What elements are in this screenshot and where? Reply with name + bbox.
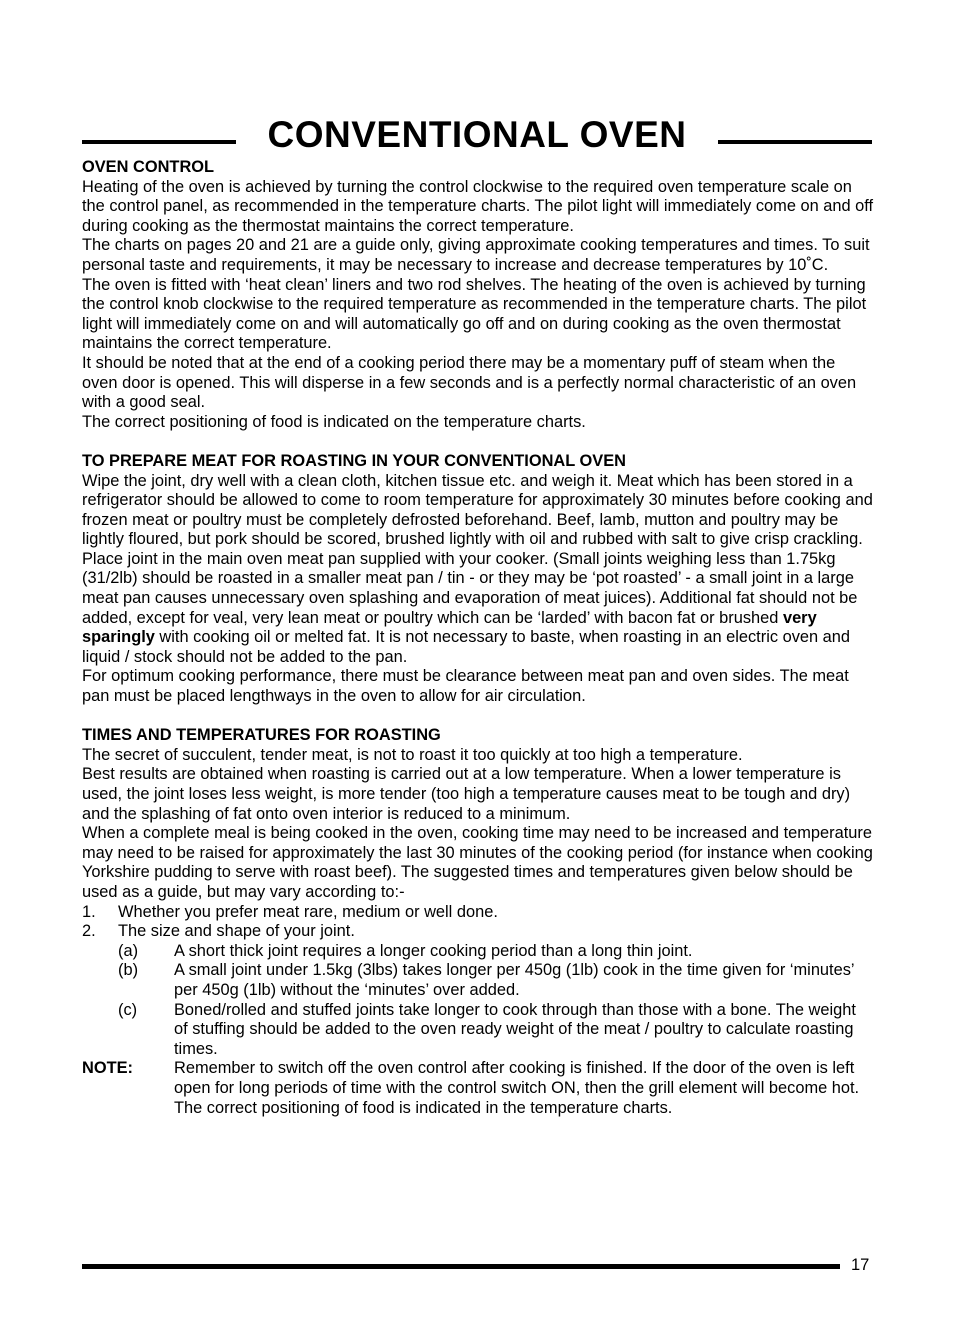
section-heading-oven-control: OVEN CONTROL xyxy=(82,158,215,176)
text-run: with cooking oil or melted fat. It is not necessary to baste, when roasting in an electric oven and liquid / stock should not be added to the pan. xyxy=(82,628,851,666)
sublist-text: Boned/rolled and stuffed joints take longer to cook through than those with a bone. The weight of stuffing should be added to the oven ready weight of the meat / poultry to calculate roasting times. xyxy=(174,1000,856,1058)
text-run: Wipe the joint, dry well with a clean cloth, kitchen tissue etc. and weigh it. Meat which has been stored in a refrigerator should be allowed to come to room temperature for approximately 30 minutes before cooking and frozen meat or poultry must be completely defrosted beforehand. Beef, lamb, mutton and poultry may be lightly floured, but pork should be scored, brushed lightly with oil and rubbed with salt to give crisp crackling. Place joint in the main oven meat pan supplied with your cooker. (Small joints weighing less than 1.75kg (31/2lb) should be roasted in a smaller meat pan / tin - or they may be ‘pot roasted’ - a small joint in a large meat pan causes unnecessary oven splashing and evaporation of meat juices). Additional fat should not be added, except for veal, very lean meat or poultry which can be ‘larded’ with bacon fat or brushed xyxy=(82,471,873,627)
note-text: Remember to switch off the oven control after cooking is finished. If the door of the oven is left open for long periods of time with the control switch ON, then the grill element will become hot. The correct positioning of food is indicated in the temperature charts. xyxy=(174,1059,860,1117)
page-title: CONVENTIONAL OVEN xyxy=(267,114,687,155)
sublist-item xyxy=(82,961,874,1000)
title-row xyxy=(82,112,872,162)
section-heading-times-temperatures: TIMES AND TEMPERATURES FOR ROASTING xyxy=(82,726,441,745)
spacer xyxy=(82,707,874,727)
paragraph: When a complete meal is being cooked in the oven, cooking time may need to be increased and temperature may need to be raised for approximately the last 30 minutes of the cooking period (for instance when cooking Yorkshire pudding to serve with roast beef). The suggested times and temperatures given below should be used as a guide, but may vary according to:- xyxy=(82,824,873,901)
sublist-letter: (a) xyxy=(118,941,139,960)
note-label: NOTE: xyxy=(82,1059,133,1078)
sublist-letter: (c) xyxy=(118,1000,138,1019)
paragraph: The oven is fitted with ‘heat clean’ liners and two rod shelves. The heating of the oven is achieved by turning the control knob clockwise to the required temperature as recommended in the temperature charts. The pilot light will immediately come on and will automatically go off and on during cooking as the oven thermostat maintains the correct temperature. xyxy=(82,275,867,353)
emphasis-text: very sparingly xyxy=(82,608,817,647)
sublist-letter: (b) xyxy=(118,961,139,980)
footer-rule xyxy=(82,1264,840,1269)
page-content xyxy=(82,158,874,1118)
list-text: Whether you prefer meat rare, medium or well done. xyxy=(118,902,498,921)
page-number: 17 xyxy=(851,1256,870,1274)
paragraph: The correct positioning of food is indicated on the temperature charts. xyxy=(82,412,586,431)
spacer xyxy=(82,432,874,452)
list-text: The size and shape of your joint. xyxy=(118,922,355,941)
sublist-item xyxy=(82,1001,874,1060)
paragraph: Best results are obtained when roasting is carried out at a low temperature. When a lower temperature is used, the joint loses less weight, is more tender (too high a temperature causes meat to be tough and dry) and the splashing of fat onto oven interior is reduced to a minimum. xyxy=(82,765,851,823)
paragraph: The charts on pages 20 and 21 are a guide only, giving approximate cooking temperatures and times. To suit personal taste and requirements, it may be necessary to increase and decrease temperatures by 10˚C. xyxy=(82,236,870,274)
list-number: 2. xyxy=(82,922,96,941)
title-rule-right xyxy=(718,140,872,144)
list-item xyxy=(82,922,874,942)
paragraph: For optimum cooking performance, there must be clearance between meat pan and oven sides. The meat pan must be placed lengthways in the oven to allow for air circulation. xyxy=(82,667,849,706)
paragraph: Heating of the oven is achieved by turning the control clockwise to the required oven temperature scale on the control panel, as recommended in the temperature charts. The pilot light will immediately come on and off during cooking as the thermostat maintains the correct temperature. xyxy=(82,177,874,235)
paragraph: The secret of succulent, tender meat, is not to roast it too quickly at too high a temperature. xyxy=(82,745,743,764)
paragraph xyxy=(82,472,874,668)
sublist-text: A small joint under 1.5kg (3lbs) takes longer per 450g (1lb) cook in the time given for ‘minutes’ per 450g (1lb) without the ‘minutes’ over added. xyxy=(174,961,854,999)
paragraph: It should be noted that at the end of a cooking period there may be a momentary puff of steam when the oven door is opened. This will disperse in a few seconds and is a perfectly normal characteristic of an oven with a good seal. xyxy=(82,353,857,412)
section-heading-prepare-meat: TO PREPARE MEAT FOR ROASTING IN YOUR CONVENTIONAL OVEN xyxy=(82,451,626,470)
note xyxy=(82,1059,874,1118)
sublist-item xyxy=(82,942,874,962)
sublist-text: A short thick joint requires a longer cooking period than a long thin joint. xyxy=(174,941,693,960)
list-item xyxy=(82,903,874,923)
list-number: 1. xyxy=(82,902,96,921)
